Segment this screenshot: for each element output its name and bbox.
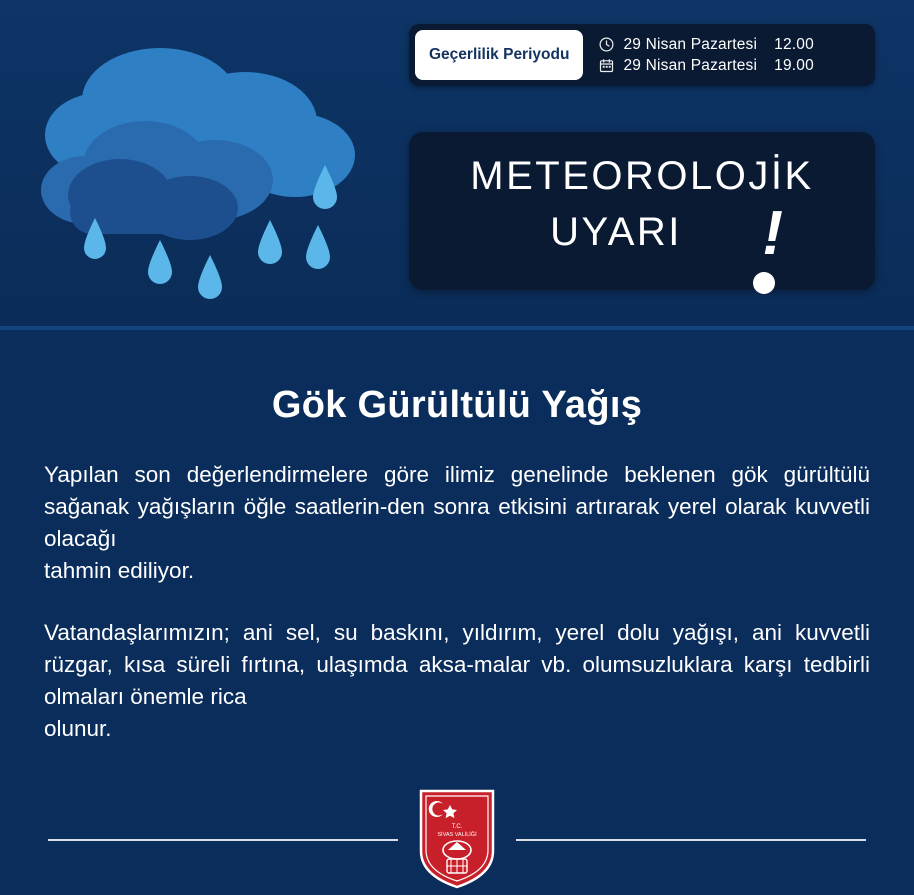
- paragraph-two-text: Vatandaşlarımızın; ani sel, su baskını, yıldırım, yerel dolu yağışı, ani kuvvetli rüzgar, kısa süreli fırtına, ulaşımda aksa-malar vb. olumsuzluklara karşı tedbirli olmaları önemle rica: [44, 619, 870, 709]
- svg-text:SİVAS VALİLİĞİ: SİVAS VALİLİĞİ: [437, 832, 477, 838]
- validity-end-time: 19.00: [774, 56, 814, 74]
- exclamation-mark-icon: !: [762, 199, 783, 268]
- calendar-icon: [599, 58, 614, 73]
- sivas-valiligi-crest-icon: [417, 787, 497, 891]
- warning-title-panel: [409, 132, 875, 290]
- header-band: [0, 0, 914, 330]
- validity-period-label: Geçerlilik Periyodu: [415, 30, 583, 80]
- svg-text:T.C.: T.C.: [451, 824, 463, 830]
- paragraph-two-lastline: olunur.: [44, 715, 112, 741]
- validity-period-rows: [589, 24, 814, 86]
- paragraph-two: [44, 617, 870, 745]
- validity-row-end: [599, 57, 814, 75]
- validity-start-date: 29 Nisan Pazartesi: [623, 35, 758, 53]
- paragraph-one-lastline: tahmin ediliyor.: [44, 557, 195, 583]
- footer: [0, 787, 914, 895]
- validity-row-start: [599, 36, 814, 54]
- body-section: [0, 334, 914, 895]
- paragraph-one-text: Yapılan son değerlendirmelere göre ilimiz genelinde beklenen gök gürültülü sağanak yağışların öğle saatlerin-den sonra etkisini artırarak yerel olarak kuvvetli olacağı: [44, 462, 870, 551]
- rain-cloud-icon: [40, 30, 400, 300]
- page-title: Gök Gürültülü Yağış: [271, 384, 643, 426]
- exclamation-dot-icon: [753, 272, 775, 294]
- clock-icon: [599, 37, 614, 52]
- validity-end-date: 29 Nisan Pazartesi: [623, 56, 758, 74]
- paragraph-one: [44, 459, 870, 587]
- divider-right: [516, 839, 866, 841]
- divider-left: [48, 839, 398, 841]
- validity-period-panel: [409, 24, 875, 86]
- warning-title-line2: UYARI: [550, 210, 682, 254]
- warning-title-line1: METEOROLOJİK: [470, 154, 814, 198]
- validity-start-time: 12.00: [774, 35, 814, 53]
